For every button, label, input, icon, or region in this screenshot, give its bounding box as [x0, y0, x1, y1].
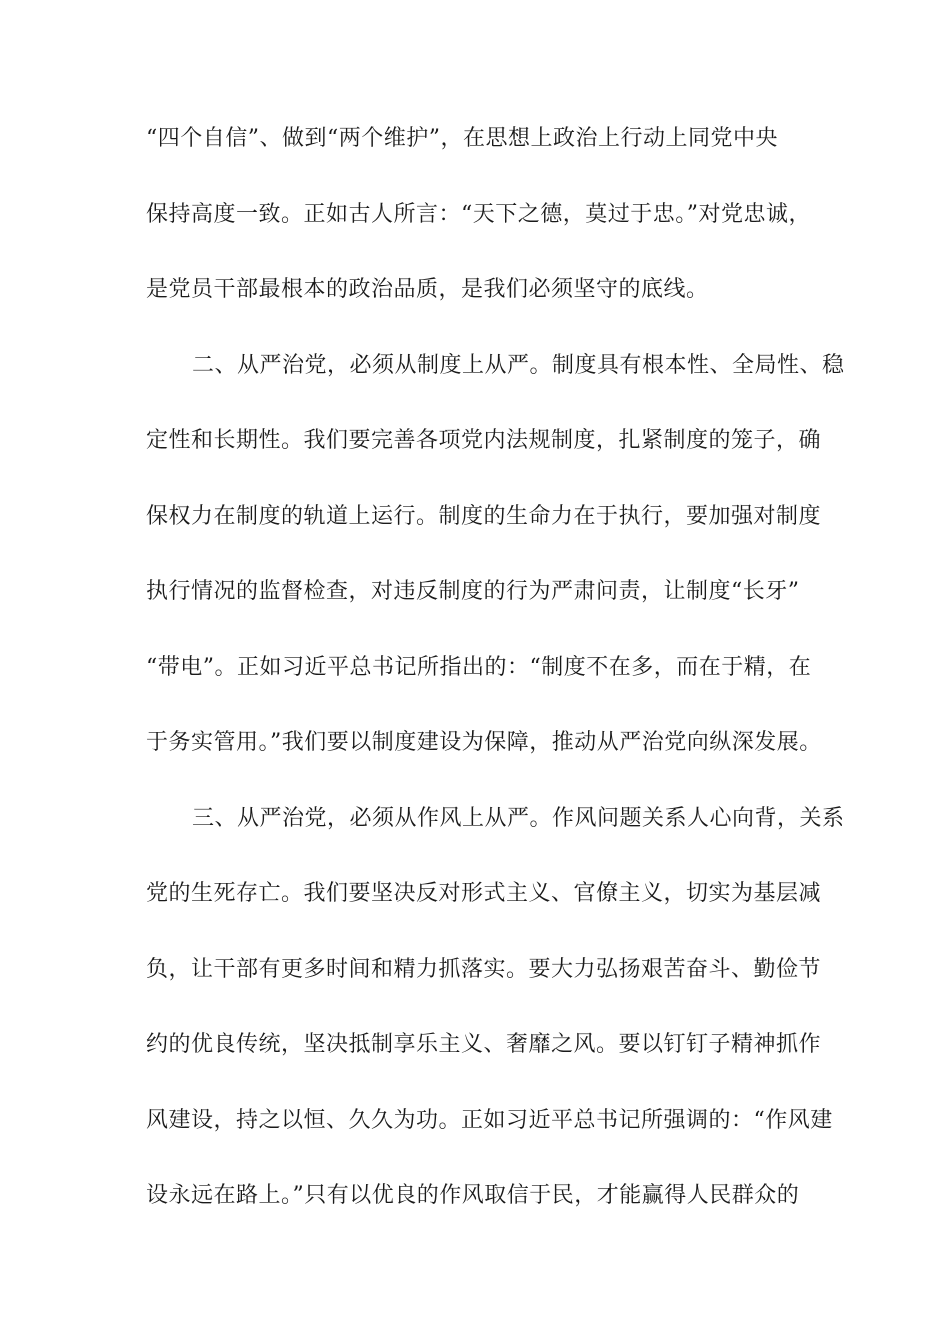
text-line: 是党员干部最根本的政治品质，是我们必须坚守的底线。	[146, 277, 709, 302]
text-line: 风建设，持之以恒、久久为功。正如习近平总书记所强调的：“作风建	[146, 1107, 833, 1133]
text-line: 约的优良传统，坚决抵制享乐主义、奢靡之风。要以钉钉子精神抓作	[146, 1032, 822, 1057]
text-line: “带电”。正如习近平总书记所指出的：“制度不在多，而在于精，在	[146, 654, 812, 680]
text-line: 执行情况的监督检查，对违反制度的行为严肃问责，让制度“长牙”	[146, 579, 800, 604]
text-line: 设永远在路上。”只有以优良的作风取信于民，才能赢得人民群众的	[146, 1183, 800, 1208]
text-line: 保权力在制度的轨道上运行。制度的生命力在于执行，要加强对制度	[146, 503, 822, 529]
section-two-first-line: 二、从严治党，必须从制度上从严。制度具有根本性、全局性、稳	[192, 352, 845, 378]
body-text	[146, 117, 845, 1250]
section-three-first-line: 三、从严治党，必须从作风上从严。作风问题关系人心向背，关系	[192, 805, 845, 831]
text-line: 保持高度一致。正如古人所言：“天下之德，莫过于忠。”对党忠诚，	[146, 201, 811, 227]
text-line: 党的生死存亡。我们要坚决反对形式主义、官僚主义，切实为基层减	[146, 881, 822, 906]
text-line: “四个自信”、做到“两个维护”，在思想上政治上行动上同党中央	[146, 126, 778, 151]
text-line: 定性和长期性。我们要完善各项党内法规制度，扎紧制度的笼子，确	[146, 428, 822, 453]
text-line: 于务实管用。”我们要以制度建设为保障，推动从严治党向纵深发展。	[146, 730, 822, 755]
text-line: 负，让干部有更多时间和精力抓落实。要大力弘扬艰苦奋斗、勤俭节	[146, 956, 822, 982]
